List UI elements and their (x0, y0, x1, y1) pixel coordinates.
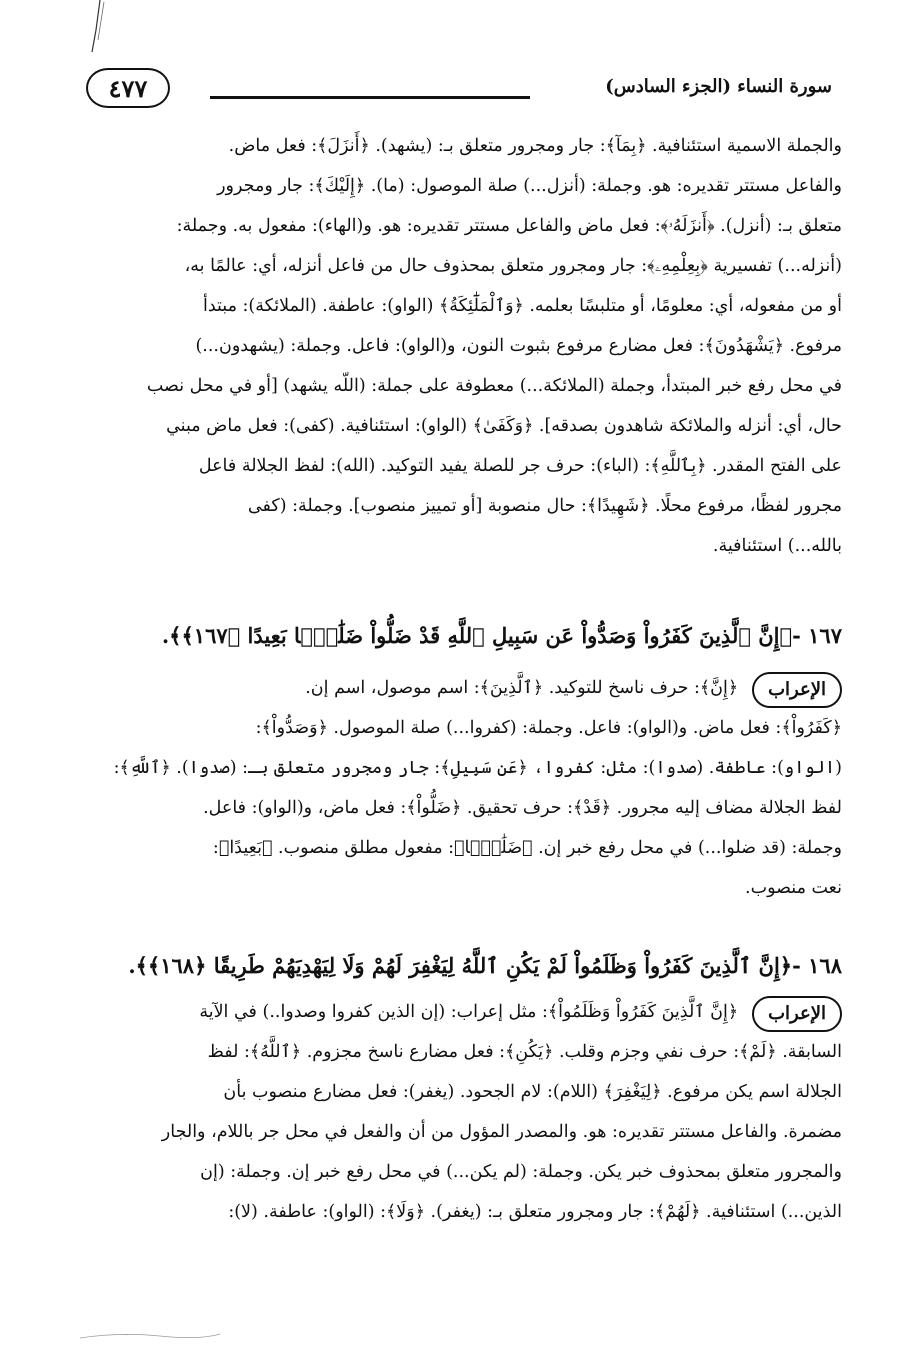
verse-text: ١٦٨ -﴿إِنَّ ٱلَّذِينَ كَفَرُواْ وَظَلَمُواْ لَمْ يَكُنِ ٱللَّهُ لِيَغْفِرَ لَهُمْ وَلَا لِيَهْدِيَهُمْ طَرِيقًا ﴿١٦٨﴾﴾. (128, 953, 842, 978)
text-line-content: ﴿إِنَّ﴾: حرف ناسخ للتوكيد. ﴿ٱلَّذِينَ﴾: اسم موصول، اسم إن. (305, 678, 739, 698)
text-line: متعلق بـ: (أنزل). ﴿أَنزَلَهُۥ﴾: فعل ماض والفاعل مستتر تقديره: هو. و(الهاء): مفعول به. وجملة: (176, 216, 842, 236)
page-header (78, 66, 838, 116)
text-line-content: ﴿إِنَّ ٱلَّذِينَ كَفَرُواْ وَظَلَمُواْ﴾: مثل إعراب: (إن الذين كفروا وصدوا..) في الآية (199, 1002, 739, 1022)
scan-smudge-decoration (80, 1328, 220, 1344)
text-line: في محل رفع خبر المبتدأ، وجملة (الملائكة...) معطوفة على جملة: (اللّه يشهد) [أو في محل نصب (146, 376, 842, 396)
page-number: ٤٧٧ (86, 68, 170, 108)
text-line: بالله...) استئنافية. (712, 536, 842, 556)
text-line (78, 668, 842, 708)
text-line: الذين...) استئنافية. ﴿لَهُمْ﴾: جار ومجرور متعلق بـ: (يغفر). ﴿وَلَا﴾: (الواو): عاطفة. (لا): (228, 1202, 842, 1222)
section-erab-167 (78, 668, 842, 908)
erab-badge: الإعراب (752, 672, 842, 708)
text-line: السابقة. ﴿لَمْ﴾: حرف نفي وجزم وقلب. ﴿يَكُنِ﴾: فعل مضارع ناسخ مجزوم. ﴿ٱللَّهُ﴾: لفظ (207, 1042, 842, 1062)
text-line: الجلالة اسم يكن مرفوع. ﴿لِيَغْفِرَ﴾ (اللام): لام الجحود. (يغفر): فعل مضارع منصوب بأن (223, 1082, 842, 1102)
verse-167 (78, 610, 842, 662)
header-title: سورة النساء (الجزء السادس) (605, 76, 832, 97)
text-line: والمجرور متعلق بمحذوف خبر يكن. وجملة: (لم يكن...) في محل رفع خبر إن. وجملة: (إن (200, 1162, 842, 1182)
text-line: وجملة: (قد ضلوا...) في محل رفع خبر إن. ﴿ضَلَٰلًۢا﴾: مفعول مطلق منصوب. ﴿بَعِيدًا﴾: (212, 838, 842, 858)
text-line: والفاعل مستتر تقديره: هو. وجملة: (أنزل...) صلة الموصول: (ما). ﴿إِلَيْكَ﴾: جار ومجرور (217, 176, 842, 196)
text-line: نعت منصوب. (745, 878, 842, 898)
verse-text: ١٦٧ -﴿إِنَّ ٱلَّذِينَ كَفَرُواْ وَصَدُّواْ عَن سَبِيلِ ٱللَّهِ قَدْ ضَلُّواْ ضَلَٰلًۢا بَعِيدًا ﴿١٦٧﴾﴾. (161, 623, 842, 648)
erab-badge: الإعراب (752, 996, 842, 1032)
text-line: ﴿كَفَرُواْ﴾: فعل ماض. و(الواو): فاعل. وجملة: (كفروا...) صلة الموصول. ﴿وَصَدُّواْ﴾: (255, 718, 842, 738)
text-line: مضمرة. والفاعل مستتر تقديره: هو. والمصدر المؤول من أن والفعل في محل جر باللام، والجار (161, 1122, 842, 1142)
text-line: لفظ الجلالة مضاف إليه مجرور. ﴿قَدْ﴾: حرف تحقيق. ﴿ضَلُّواْ﴾: فعل ماض، و(الواو): فاعل. (203, 798, 842, 818)
text-line: (أنزله...) تفسيرية ﴿بِعِلْمِهِۦ﴾: جار ومجرور متعلق بمحذوف حال من فاعل أنزله، أي: عالمًا به، (184, 256, 842, 276)
text-line: والجملة الاسمية استئنافية. ﴿بِمَآ﴾: جار ومجرور متعلق بـ: (يشهد). ﴿أَنزَلَ﴾: فعل ماض. (228, 136, 842, 156)
section-continued-commentary (78, 126, 842, 566)
pen-mark-decoration (86, 0, 106, 56)
header-rule (210, 96, 530, 99)
section-erab-168 (78, 992, 842, 1232)
text-line: مرفوع. ﴿يَشْهَدُونَ﴾: فعل مضارع مرفوع بثبوت النون، و(الواو): فاعل. وجملة: (يشهدون...) (195, 336, 842, 356)
text-line: أو من مفعوله، أي: معلومًا، أو متلبسًا بعلمه. ﴿وَٱلْمَلَٰٓئِكَةُ﴾ (الواو): عاطفة. (الملائكة): مبتدأ (202, 296, 842, 316)
text-line (78, 992, 842, 1032)
text-line: حال، أي: أنزله والملائكة شاهدون بصدقه]. ﴿وَكَفَىٰ﴾ (الواو): استئنافية. (كفى): فعل ماض مبني (166, 416, 842, 436)
text-line: (الواو): عاطفة. (صدوا): مثل: كفروا، ﴿عَن سَبِيلِ﴾: جار ومجرور متعلق بـ: (صدوا). ﴿ٱللَّهِ﴾: (113, 758, 842, 778)
text-line: على الفتح المقدر. ﴿بِٱللَّهِ﴾: (الباء): حرف جر للصلة يفيد التوكيد. (الله): لفظ الجلالة فاعل (198, 456, 842, 476)
verse-168 (78, 940, 842, 992)
text-line: مجرور لفظًا، مرفوع محلًا. ﴿شَهِيدًا﴾: حال منصوبة [أو تمييز منصوب]. وجملة: (كفى (247, 496, 842, 516)
